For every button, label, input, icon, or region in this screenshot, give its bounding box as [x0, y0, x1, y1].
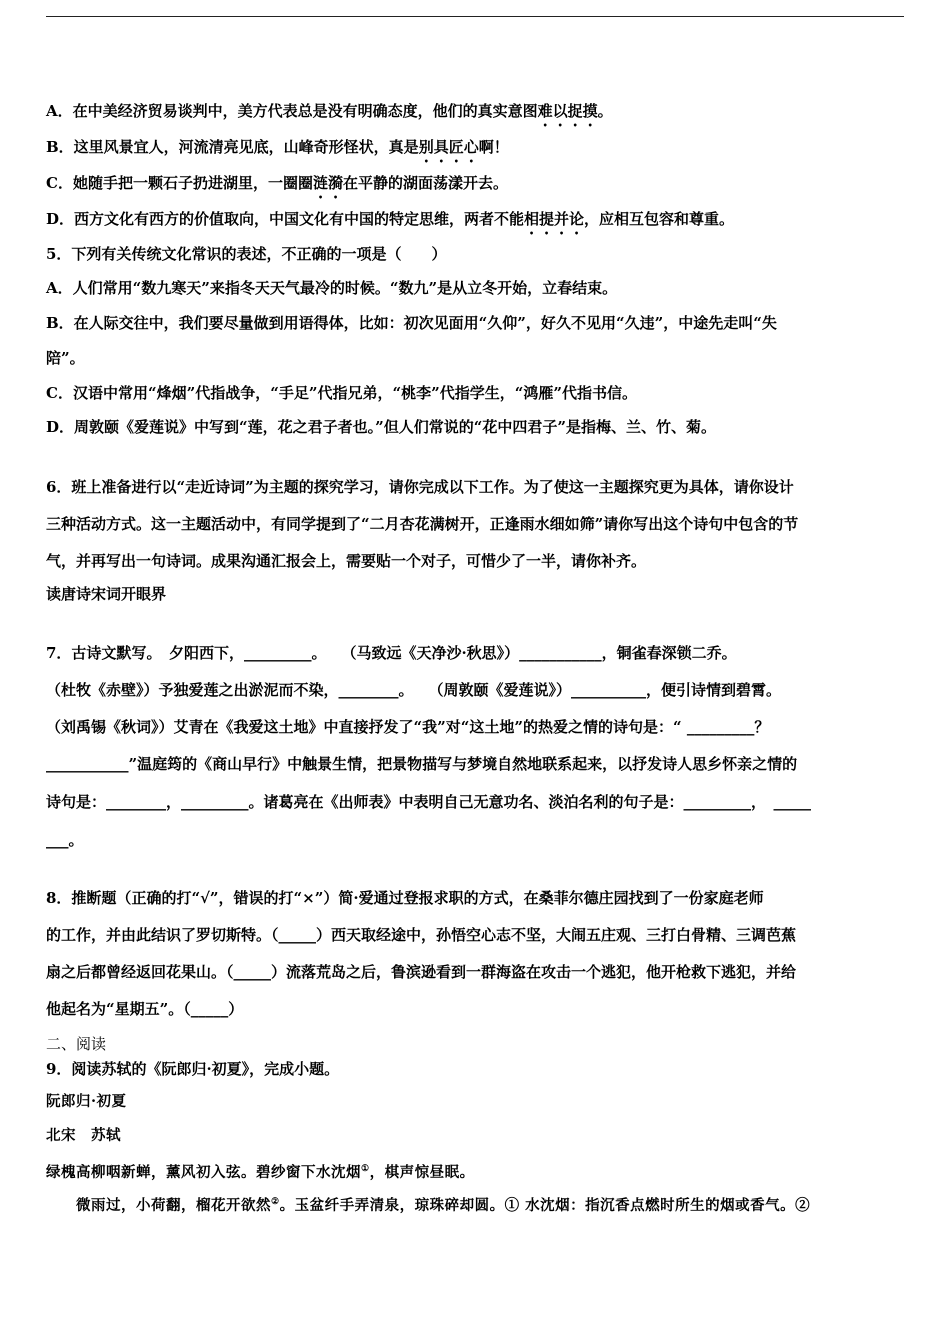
q5-option-b-line1: B．在人际交往中，我们要尽量做到用语得体，比如：初次见面用“久仰”，好久不见用“久违”，中途先走叫“失	[46, 314, 777, 332]
q5-stem: 5．下列有关传统文化常识的表述，不正确的一项是（ ）	[46, 245, 447, 263]
q5-option-a: A．人们常用“数九寒天”来指冬天天气最冷的时候。“数九”是从立冬开始，立春结束。	[46, 279, 618, 297]
poem-line2: 微雨过，小荷翻，榴花开欲然②。玉盆纤手弄清泉，琼珠碎却圆。① 水沈烟：指沉香点燃时所生的烟或香气。②	[46, 1196, 811, 1214]
q8-line3: 扇之后都曾经返回花果山。（_____）流落荒岛之后，鲁滨逊看到一群海盗在攻击一个逃犯，他开枪救下逃犯，并给	[46, 963, 797, 981]
q9-stem: 9．阅读苏轼的《阮郎归·初夏》，完成小题。	[46, 1060, 340, 1078]
q5-option-c: C．汉语中常用“烽烟”代指战争，“手足”代指兄弟，“桃李”代指学生，“鸿雁”代指书信。	[46, 384, 637, 402]
section-heading: 二、阅读	[46, 1035, 107, 1053]
q5-option-b-line2: 陪”。	[46, 349, 85, 367]
q5-option-d: D．周敦颐《爱莲说》中写到“莲，花之君子者也。”但人们常说的“花中四君子”是指梅、兰、竹、菊。	[46, 418, 717, 436]
footnote-marker-1: ①	[361, 1164, 370, 1174]
q7-line1: 7．古诗文默写。 夕阳西下，_________。 （马致远《天净沙·秋思》）___________，铜雀春深锁二乔。	[46, 644, 737, 662]
q7-line5: 诗句是：________，_________。诸葛亮在《出师表》中表明自己无意功名、淡泊名利的句子是：_________， _____	[46, 793, 812, 811]
q7-line3: （刘禹锡《秋词》）艾青在《我爱这土地》中直接抒发了“我”对“这土地”的热爱之情的诗句是：“ _________？	[46, 718, 770, 736]
q6-line3: 气，并再写出一句诗词。成果沟通汇报会上，需要贴一个对子，可惜少了一半，请你补齐。	[46, 552, 647, 570]
q7-line6: ___。	[46, 831, 84, 849]
q4-option-d: D．西方文化有西方的价值取向，中国文化有中国的特定思维，两者不能相提并论，应相互包容和尊重。	[46, 210, 735, 228]
q4-option-c: C．她随手把一颗石子扔进湖里，一圈圈涟漪在平静的湖面荡漾开去。	[46, 174, 508, 192]
q8-line4: 他起名为“星期五”。（_____）	[46, 1000, 244, 1018]
q8-line2: 的工作，并由此结识了罗切斯特。（_____）西天取经途中，孙悟空心志不坚，大闹五庄观、三打白骨精、三调芭蕉	[46, 926, 797, 944]
header-rule	[46, 16, 904, 17]
q4-option-a: A．在中美经济贸易谈判中，美方代表总是没有明确态度，他们的真实意图难以捉摸。	[46, 102, 613, 120]
q8-line1: 8．推断题（正确的打“√”，错误的打“×”）简·爱通过登报求职的方式，在桑菲尔德庄园找到了一份家庭老师	[46, 889, 764, 907]
q7-line2: （杜牧《赤壁》）予独爱莲之出淤泥而不染，________。 （周敦颐《爱莲说》）__________，便引诗情到碧霄。	[46, 681, 782, 699]
q6-line4: 读唐诗宋词开眼界	[46, 585, 167, 603]
q7-line4: ___________”温庭筠的《商山早行》中触景生情，把景物描写与梦境自然地联系起来，以抒发诗人思乡怀亲之情的	[46, 755, 798, 773]
q4-option-b: B．这里风景宜人，河流清亮见底，山峰奇形怪状，真是别具匠心啊！	[46, 138, 509, 156]
q6-line1: 6．班上准备进行以“走近诗词”为主题的探究学习，请你完成以下工作。为了使这一主题探究更为具体，请你设计	[46, 478, 794, 496]
footnote-marker-2: ②	[271, 1197, 280, 1207]
q6-line2: 三种活动方式。这一主题活动中，有同学提到了“二月杏花满树开，正逢雨水细如筛”请你写出这个诗句中包含的节	[46, 515, 799, 533]
poem-author: 北宋 苏轼	[46, 1127, 121, 1144]
poem-line1: 绿槐高柳咽新蝉，薰风初入弦。碧纱窗下水沈烟①，棋声惊昼眠。	[46, 1163, 475, 1181]
poem-title: 阮郎归·初夏	[46, 1093, 127, 1110]
